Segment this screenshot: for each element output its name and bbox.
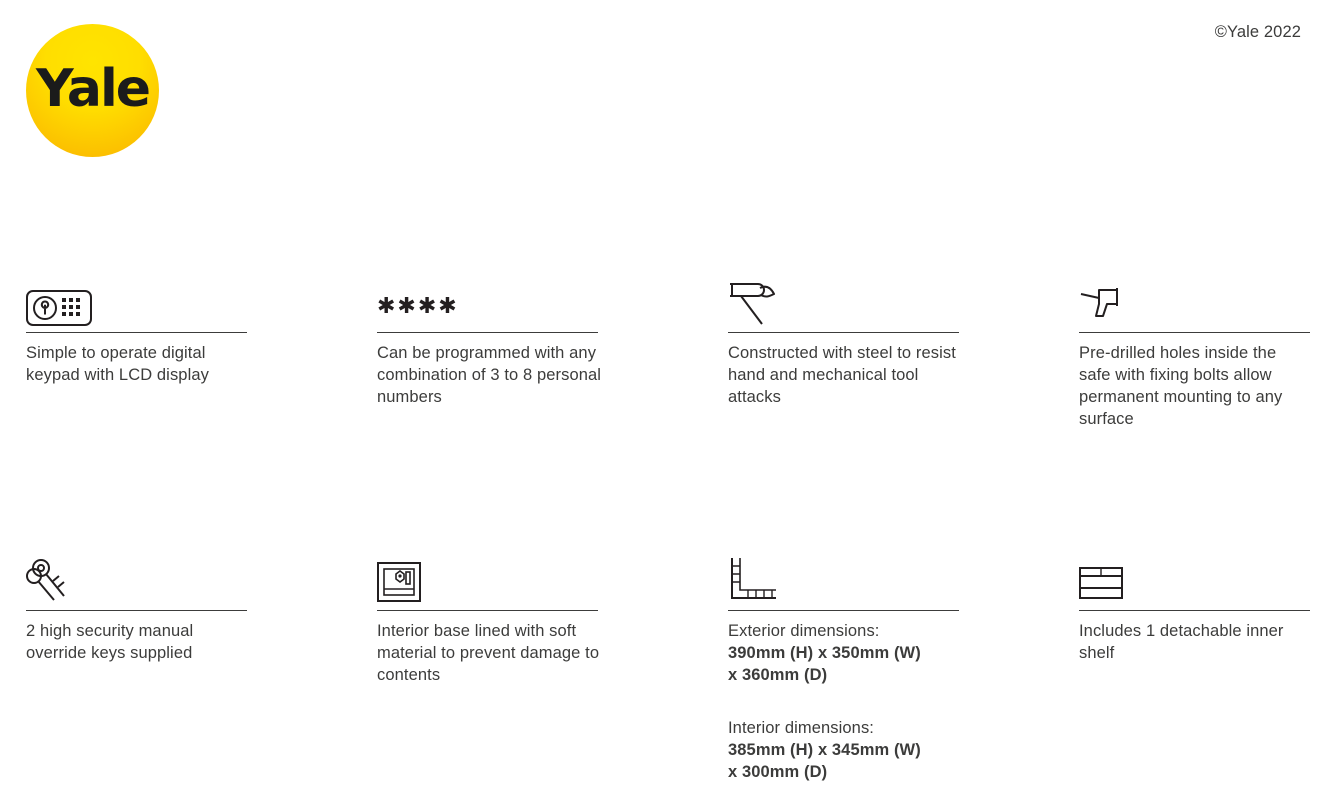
power-drill-icon — [1079, 276, 1339, 328]
yale-logo-text: Yale — [35, 58, 150, 119]
feature-caption: Interior base lined with soft material to prevent damage to contents — [377, 622, 600, 684]
feature-item — [1079, 554, 1339, 783]
divider — [377, 610, 598, 611]
interior-dimensions — [728, 717, 960, 783]
feature-item — [728, 554, 1029, 783]
copyright-notice: ©Yale 2022 — [1214, 23, 1301, 41]
divider — [1079, 332, 1310, 333]
feature-item — [377, 276, 678, 430]
keypad-lcd-icon — [26, 276, 327, 328]
divider — [1079, 610, 1310, 611]
feature-caption: Includes 1 detachable inner shelf — [1079, 622, 1284, 662]
spacer — [728, 686, 1029, 708]
feature-grid-row-1 — [26, 276, 1300, 430]
ruler-square-icon — [728, 554, 1029, 606]
exterior-dimensions — [728, 620, 960, 686]
stars-glyphs: ✱✱✱✱ — [377, 294, 459, 319]
divider — [728, 610, 959, 611]
four-stars-icon — [377, 276, 678, 328]
shelf-icon — [1079, 554, 1339, 606]
feature-caption: 2 high security manual override keys supplied — [26, 622, 194, 662]
feature-caption: Can be programmed with any combination of 3 to 8 personal numbers — [377, 344, 602, 406]
interior-dimensions-value-2: x 300mm (D) — [728, 763, 828, 781]
feature-caption: Pre-drilled holes inside the safe with fixing bolts allow permanent mounting to any surface — [1079, 344, 1283, 428]
yale-logo — [26, 24, 159, 157]
divider — [26, 610, 247, 611]
feature-item — [728, 276, 1029, 430]
exterior-dimensions-label: Exterior dimensions: — [728, 622, 880, 640]
feature-caption: Simple to operate digital keypad with LCD display — [26, 344, 209, 384]
divider — [728, 332, 959, 333]
interior-dimensions-label: Interior dimensions: — [728, 719, 874, 737]
feature-item — [1079, 276, 1339, 430]
feature-grid-row-2 — [26, 554, 1300, 783]
divider — [26, 332, 247, 333]
feature-item — [377, 554, 678, 783]
exterior-dimensions-value-2: x 360mm (D) — [728, 666, 828, 684]
safe-interior-icon — [377, 554, 678, 606]
keys-icon — [26, 554, 327, 606]
divider — [377, 332, 598, 333]
feature-caption: Constructed with steel to resist hand and mechanical tool attacks — [728, 344, 956, 406]
feature-item — [26, 554, 327, 783]
hammer-crowbar-icon — [728, 276, 1029, 328]
exterior-dimensions-value-1: 390mm (H) x 350mm (W) — [728, 644, 921, 662]
feature-item — [26, 276, 327, 430]
interior-dimensions-value-1: 385mm (H) x 345mm (W) — [728, 741, 921, 759]
